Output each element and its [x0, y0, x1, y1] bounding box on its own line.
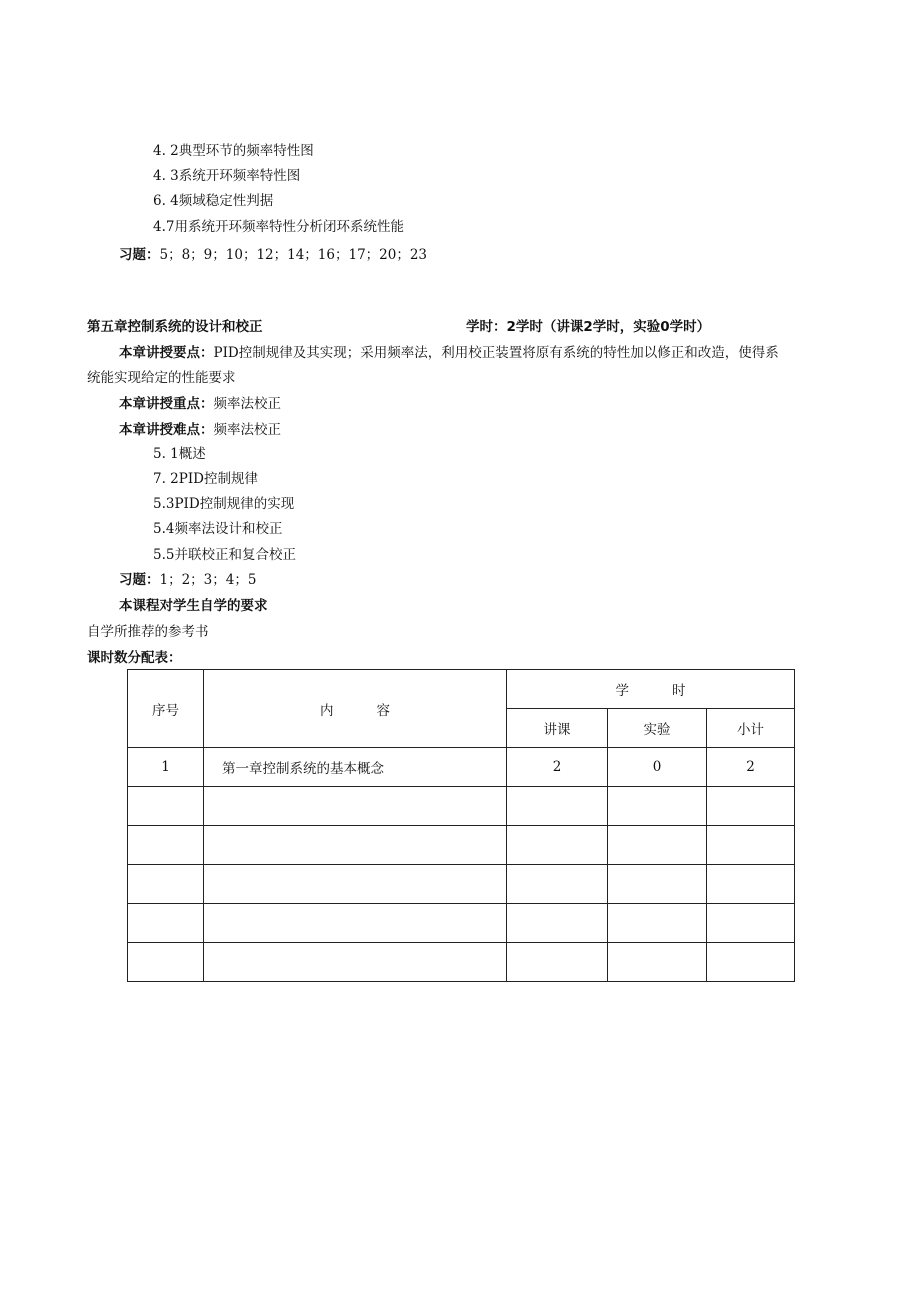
chapter-5-hours: 学时：2学时（讲课2学时，实验0学时） [466, 319, 711, 335]
table-caption: 课时数分配表： [87, 650, 182, 666]
focus-label: 本章讲授重点： [119, 396, 214, 412]
ch5-exercises [119, 570, 256, 590]
difficulty-text: 频率法校正 [213, 422, 281, 438]
cell-content [204, 826, 507, 865]
exercises-value: 1；2；3；4；5 [159, 572, 257, 588]
cell-lecture [507, 943, 608, 982]
ch4-exercises [119, 245, 427, 265]
ch5-section-5-2: 7. 2PID控制规律 [153, 471, 259, 487]
ch4-section-4-4: 6. 4频域稳定性判据 [153, 193, 274, 209]
cell-lab [608, 787, 707, 826]
cell-no [128, 826, 204, 865]
cell-lecture [507, 865, 608, 904]
cell-content [204, 865, 507, 904]
cell-total [707, 904, 795, 943]
ch4-section-4-7: 4.7用系统开环频率特性分析闭环系统性能 [153, 219, 404, 235]
cell-lab [608, 826, 707, 865]
ch5-difficulty [119, 420, 281, 440]
cell-no [128, 865, 204, 904]
header-hours: 学 时 [507, 670, 795, 709]
self-study-reference: 自学所推荐的参考书 [87, 624, 209, 640]
difficulty-label: 本章讲授难点： [119, 422, 214, 438]
header-lecture: 讲课 [507, 709, 608, 748]
cell-lecture [507, 826, 608, 865]
cell-content [204, 904, 507, 943]
cell-lecture [507, 787, 608, 826]
header-lab: 实验 [608, 709, 707, 748]
header-content: 内 容 [204, 670, 507, 748]
table-row [128, 748, 795, 787]
chapter-5-title: 第五章控制系统的设计和校正 [87, 319, 263, 335]
ch5-section-5-5: 5.5并联校正和复合校正 [153, 547, 296, 563]
exercises-label: 习题： [119, 572, 160, 588]
cell-lab [608, 943, 707, 982]
cell-content: 第一章控制系统的基本概念 [204, 748, 507, 787]
cell-total [707, 826, 795, 865]
ch5-section-5-1: 5. 1概述 [153, 446, 206, 462]
header-total: 小计 [707, 709, 795, 748]
table-row [128, 787, 795, 826]
key-points-label: 本章讲授要点： [119, 345, 214, 361]
cell-no: 1 [128, 748, 204, 787]
cell-no [128, 904, 204, 943]
cell-lab: 0 [608, 748, 707, 787]
cell-no [128, 943, 204, 982]
ch5-key-points-cont: 统能实现给定的性能要求 [87, 370, 236, 386]
table-row [128, 826, 795, 865]
ch5-section-5-4: 5.4频率法设计和校正 [153, 521, 283, 537]
table-row [128, 943, 795, 982]
ch4-section-4-3: 4. 3系统开环频率特性图 [153, 168, 301, 184]
table-row [128, 904, 795, 943]
hours-table [127, 669, 795, 982]
ch4-section-4-2: 4. 2典型环节的频率特性图 [153, 143, 314, 159]
self-study-heading: 本课程对学生自学的要求 [119, 598, 268, 614]
cell-no [128, 787, 204, 826]
cell-total: 2 [707, 748, 795, 787]
cell-total [707, 787, 795, 826]
exercises-label: 习题： [119, 247, 160, 263]
exercises-value: 5；8；9；10；12；14；16；17；20；23 [159, 247, 428, 263]
cell-lecture: 2 [507, 748, 608, 787]
cell-total [707, 943, 795, 982]
header-no: 序号 [128, 670, 204, 748]
focus-text: 频率法校正 [213, 396, 281, 412]
ch5-section-5-3: 5.3PID控制规律的实现 [153, 496, 295, 512]
cell-lecture [507, 904, 608, 943]
ch5-focus [119, 394, 281, 414]
cell-total [707, 865, 795, 904]
cell-content [204, 787, 507, 826]
ch5-key-points [119, 343, 779, 363]
cell-lab [608, 865, 707, 904]
cell-content [204, 943, 507, 982]
table-row [128, 865, 795, 904]
key-points-text: PID控制规律及其实现；采用频率法，利用校正装置将原有系统的特性加以修正和改造，使得系 [213, 345, 779, 361]
cell-lab [608, 904, 707, 943]
